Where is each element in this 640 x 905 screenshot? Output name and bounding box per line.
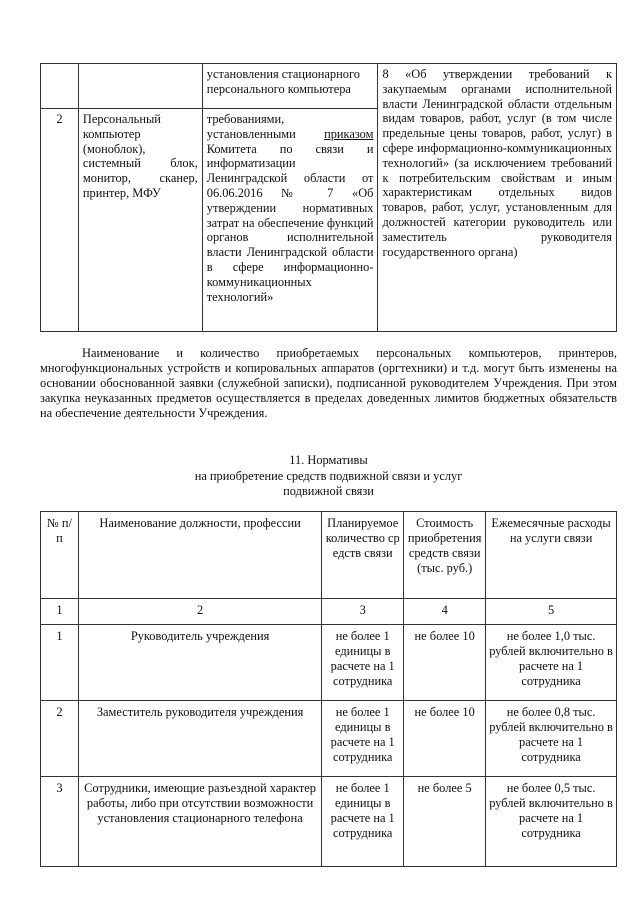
planned-qty: не более 1 единицы в расчете на 1 сотрудника [322,701,404,777]
index-cell: 1 [41,599,79,625]
table-cell: 8 «Об утверждении требований к закупаемым органами исполнительной власти Ленинградской области отдельным видам товаров, работ, услуг (в том числе предельные цены товаров, работ, услуг) в сфере информационно-коммуникационных технологий» (за исключением требований к потребительским свойствам и иным характеристикам отдельных видов товаров, работ, услуг, установленным для должностей категории руководитель или заместитель руководителя государственного органа) [378,64,617,332]
body-paragraph: Наименование и количество приобретаемых персональных компьютеров, принтеров, многофункциональных устройств и копировальных аппаратов (оргтехники) и т.д. могут быть изменены на основании обоснованной заявки (служебной записки), подписанной руководителем Учреждения. При этом закупка неуказанных предметов осуществляется в пределах доведенных лимитов бюджетных обязательств на обеспечение деятельности Учреждения. [40,346,617,420]
order-link[interactable]: приказом [324,126,374,141]
header-cost: Стоимость приобретения средств связи (тыс. руб.) [404,512,486,599]
monthly-cost: не более 1,0 тыс. рублей включительно в расчете на 1 сотрудника [486,625,617,701]
table-cell [41,64,79,109]
planned-qty: не более 1 единицы в расчете на 1 сотрудника [322,625,404,701]
monthly-cost: не более 0,8 тыс. рублей включительно в расчете на 1 сотрудника [486,701,617,777]
table-cell: установления стационарного персонального компьютера [202,64,378,109]
table-row [41,64,617,109]
index-cell: 3 [322,599,404,625]
cost: не более 5 [404,777,486,867]
index-row [41,599,617,625]
requirements-text-start: требованиями, установленными [206,112,296,141]
heading-line: 11. Нормативы [289,453,368,467]
planned-qty: не более 1 единицы в расчете на 1 сотрудника [322,777,404,867]
row-number: 2 [41,109,79,332]
header-position: Наименование должности, профессии [78,512,321,599]
position-name: Сотрудники, имеющие разъездной характер работы, либо при отсутствии возможности установления стационарного телефона [78,777,321,867]
item-name: Персональный компьютер (моноблок), системный блок, монитор, сканер, принтер, МФУ [78,109,202,332]
position-name: Заместитель руководителя учреждения [78,701,321,777]
table-row [41,777,617,867]
table-header-row [41,512,617,599]
index-cell: 4 [404,599,486,625]
requirements-table-continuation [40,63,617,332]
requirements-cell [202,109,378,332]
heading-line: на приобретение средств подвижной связи и услуг [194,468,463,483]
header-num: № п/п [41,512,79,599]
header-monthly: Ежемесячные расходы на услуги связи [486,512,617,599]
section-heading [40,453,617,500]
requirements-text-end: Комитета по связи и информатизации Ленинградской области от 06.06.2016 № 7 «Об утверждении нормативных затрат на обеспечение функций органов исполнительной власти Ленинградской области в сфере информационно-коммуникационных технологий» [206,141,374,304]
mobile-norms-table [40,511,617,867]
heading-line: подвижной связи [283,484,374,498]
row-number: 3 [41,777,79,867]
monthly-cost: не более 0,5 тыс. рублей включительно в расчете на 1 сотрудника [486,777,617,867]
table-row [41,701,617,777]
header-planned-qty: Планируемое количество средств связи [322,512,404,599]
cost: не более 10 [404,625,486,701]
table-cell [78,64,202,109]
position-name: Руководитель учреждения [78,625,321,701]
table-row [41,625,617,701]
cost: не более 10 [404,701,486,777]
row-number: 1 [41,625,79,701]
row-number: 2 [41,701,79,777]
index-cell: 5 [486,599,617,625]
index-cell: 2 [78,599,321,625]
